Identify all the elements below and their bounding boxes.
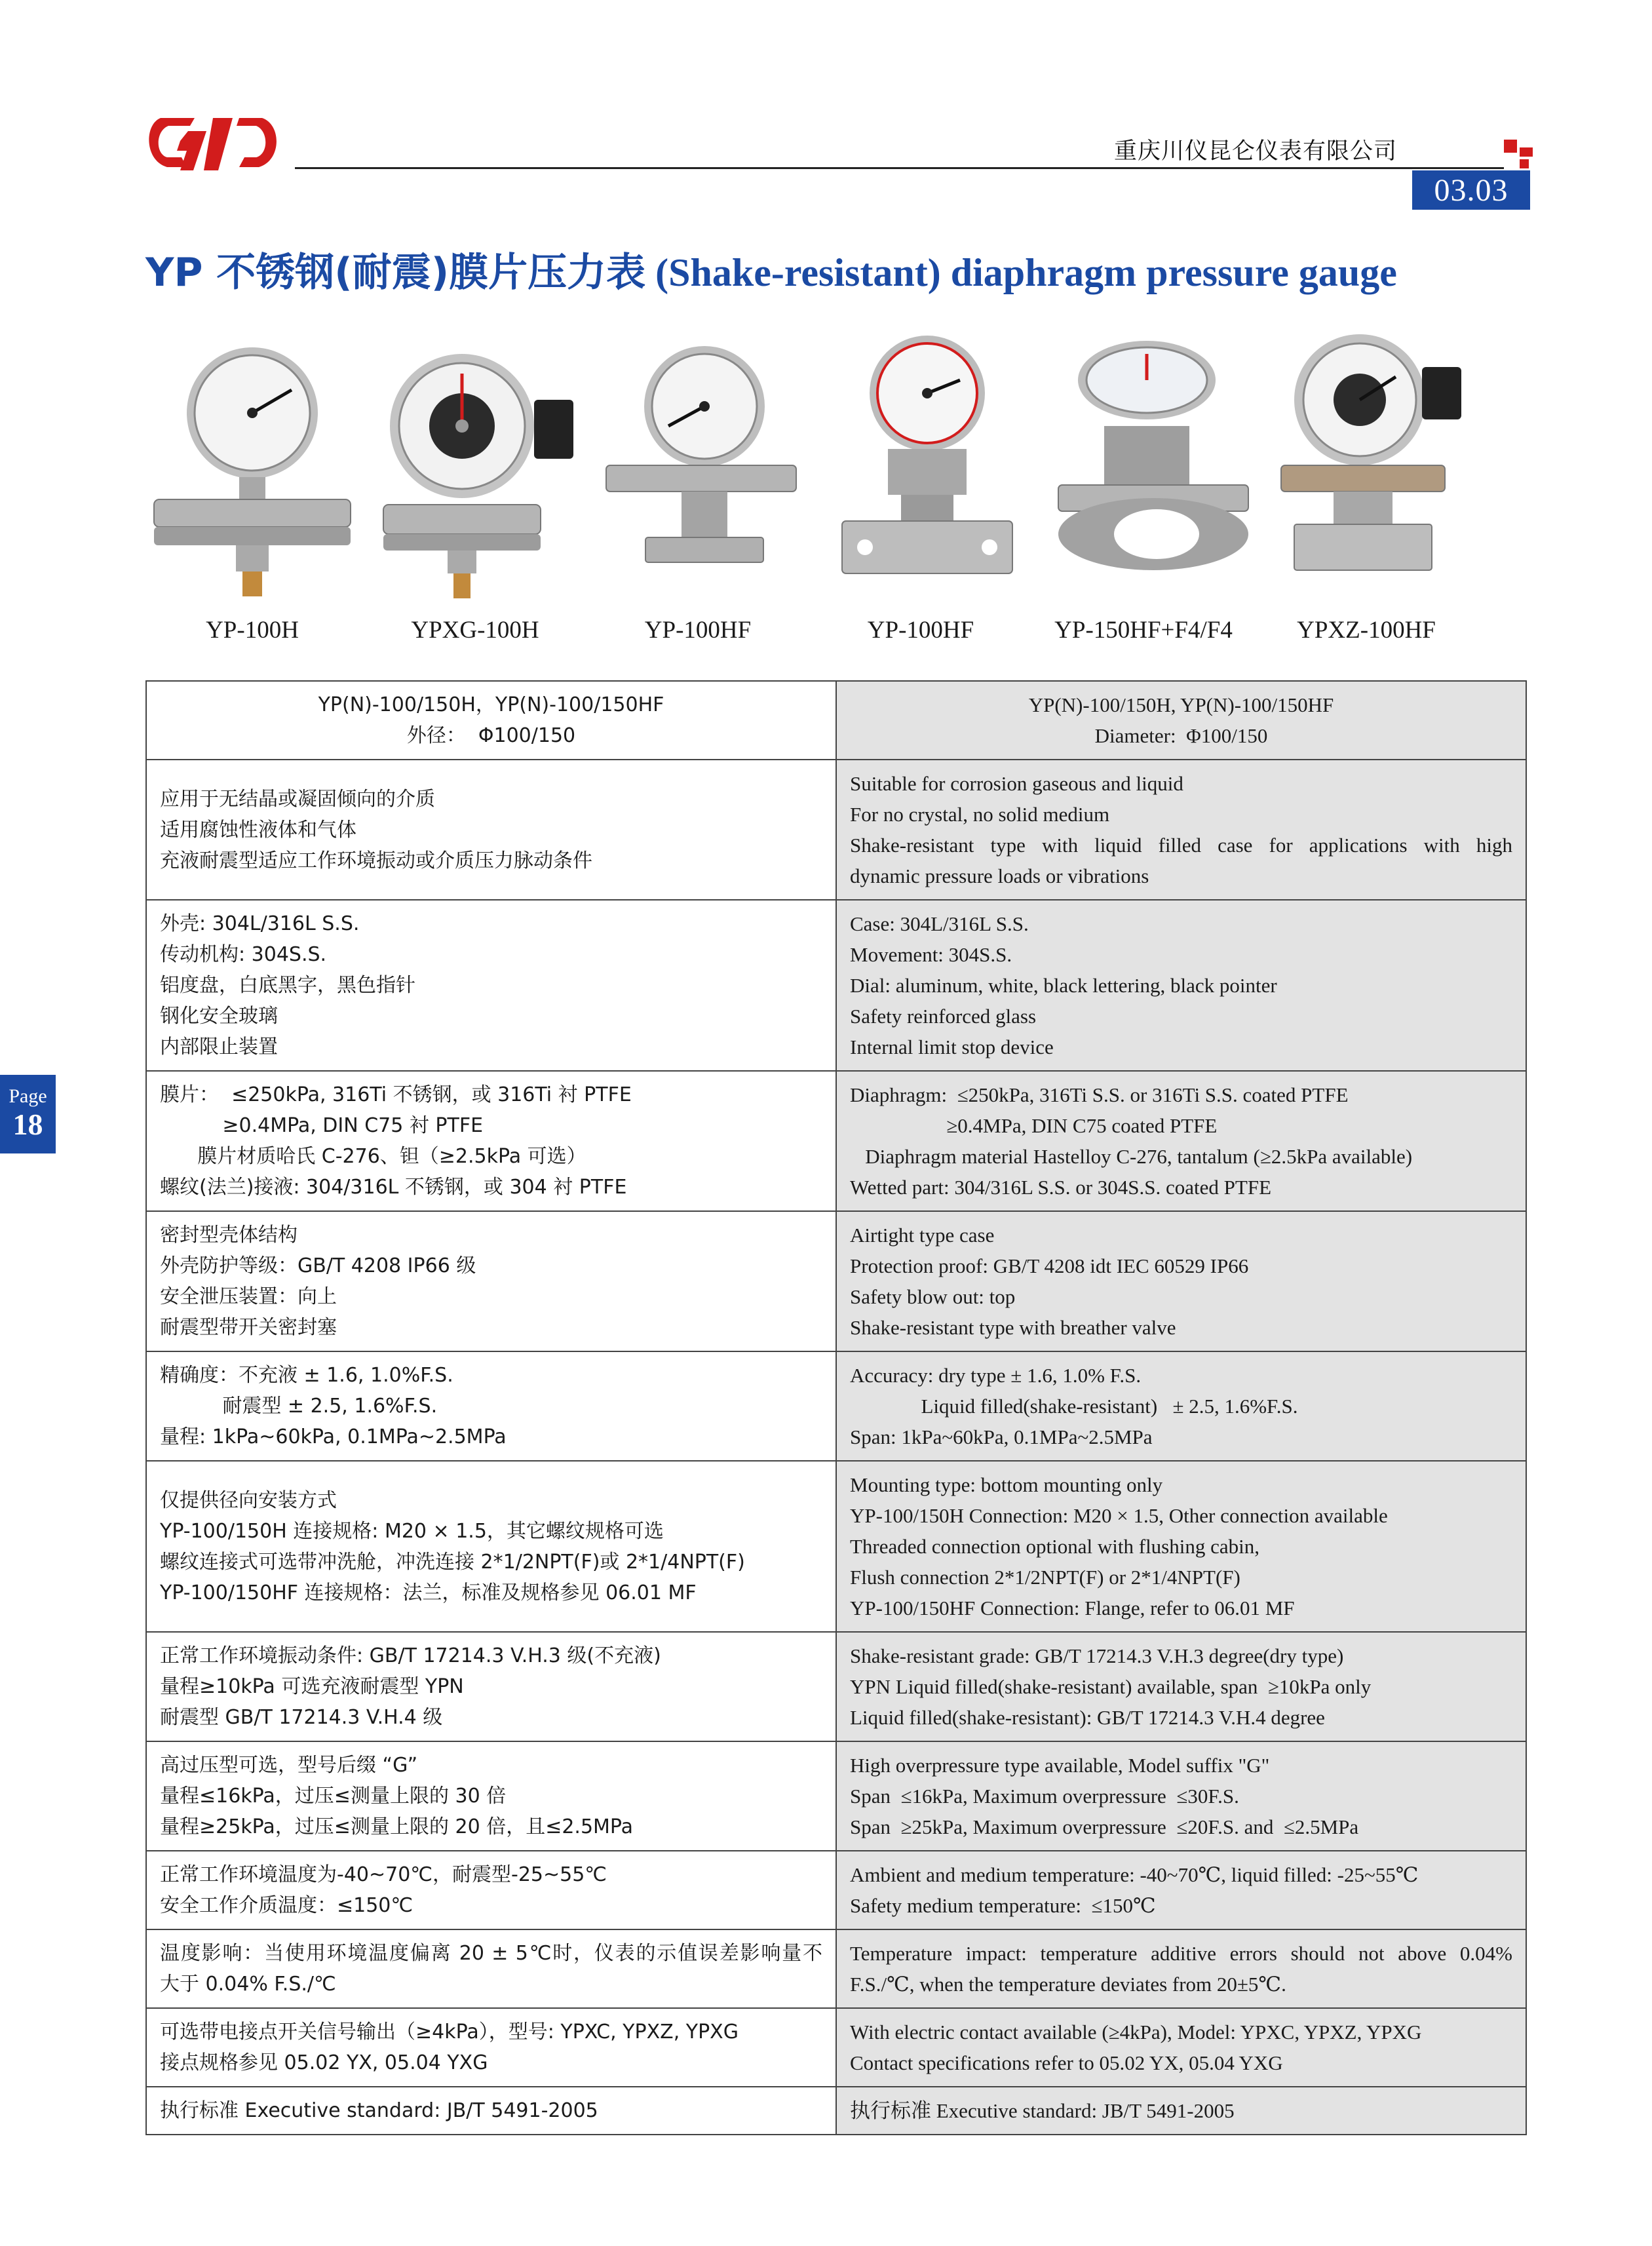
spec-line: Safety medium temperature: ≤150℃ [850,1894,1156,1917]
spec-line: YP-100/150HF 连接规格：法兰，标准及规格参见 06.01 MF [160,1581,697,1604]
spec-cell-english [836,2008,1526,2087]
product-ypxg-100h [364,328,586,610]
product-label: YPXG-100H [411,617,539,644]
spec-line: Accuracy: dry type ± 1.6, 1.0% F.S. [850,1364,1142,1387]
product-label: YP-100HF [867,617,974,644]
spec-line: 钢化安全玻璃 [160,1005,278,1028]
spec-line: Span ≤16kPa, Maximum overpressure ≤30F.S. [850,1785,1239,1808]
spec-cell-english [836,2087,1526,2135]
spec-cell-english [836,1741,1526,1851]
spec-cell-english [836,1851,1526,1929]
gauge-image [1255,328,1478,610]
spec-line: 外径： Φ100/150 [406,724,576,747]
specification-table [145,680,1527,2135]
title-english: (Shake-resistant) diaphragm pressure gauge [655,251,1397,294]
spec-line: YP(N)-100/150H, YP(N)-100/150HF [1028,693,1334,716]
company-logo [141,105,282,180]
spec-line: 可选带电接点开关信号输出（≥4kPa），型号: YPXC, YPXZ, YPXG [160,2021,739,2043]
spec-line: Wetted part: 304/316L S.S. or 304S.S. coated PTFE [850,1176,1272,1199]
spec-row [146,1929,1526,2008]
spec-row [146,2087,1526,2135]
spec-line: Safety blow out: top [850,1285,1016,1308]
spec-line: 接点规格参见 05.02 YX, 05.04 YXG [160,2051,488,2074]
spec-line: dynamic pressure loads or vibrations [850,864,1149,887]
spec-line: Liquid filled(shake-resistant) ± 2.5, 1.6%F.S. [850,1395,1298,1418]
spec-line: Liquid filled(shake-resistant): GB/T 17214.3 V.H.4 degree [850,1706,1325,1729]
spec-row [146,1851,1526,1929]
spec-line: Dial: aluminum, white, black lettering, black pointer [850,974,1277,997]
spec-line: 耐震型 GB/T 17214.3 V.H.4 级 [160,1706,443,1729]
product-label: YP-150HF+F4/F4 [1054,617,1233,644]
spec-line: Contact specifications refer to 05.02 YX, 05.04 YXG [850,2051,1283,2074]
spec-cell-english [836,1211,1526,1351]
spec-line: Shake-resistant type with liquid filled case for applications with high [850,834,1512,857]
gauge-image [364,328,586,610]
spec-line: Airtight type case [850,1224,995,1247]
spec-line: For no crystal, no solid medium [850,803,1110,826]
spec-row [146,1211,1526,1351]
spec-line: 耐震型 ± 2.5, 1.6%F.S. [160,1395,438,1418]
spec-line: 适用腐蚀性液体和气体 [160,818,356,842]
spec-line: Span: 1kPa~60kPa, 0.1MPa~2.5MPa [850,1425,1153,1448]
spec-line: 膜片材质哈氏 C-276、钽（≥2.5kPa 可选） [160,1145,586,1168]
spec-row [146,1351,1526,1461]
spec-cell-chinese [146,1351,836,1461]
spec-cell-chinese [146,1741,836,1851]
spec-line: 耐震型带开关密封塞 [160,1316,337,1339]
spec-line: Mounting type: bottom mounting only [850,1473,1163,1496]
spec-line: 量程≤16kPa，过压≤测量上限的 30 倍 [160,1785,507,1808]
spec-line: Diaphragm: ≤250kPa, 316Ti S.S. or 316Ti S.S. coated PTFE [850,1083,1349,1106]
spec-line: 大于 0.04% F.S./℃ [160,1973,336,1996]
gauge-image [141,328,364,610]
product-yp-150hf-f4 [1032,328,1255,610]
spec-line: Threaded connection optional with flushing cabin, [850,1535,1259,1558]
spec-line: Temperature impact: temperature additive errors should not above 0.04% [850,1942,1512,1965]
spec-line: 安全泄压装置：向上 [160,1285,337,1308]
product-label: YP-100H [206,617,299,644]
spec-line: 量程≥25kPa，过压≤测量上限的 20 倍，且≤2.5MPa [160,1815,634,1838]
spec-line: YP(N)-100/150H，YP(N)-100/150HF [318,693,664,716]
spec-line: Case: 304L/316L S.S. [850,912,1029,935]
spec-cell-chinese [146,2087,836,2135]
spec-line: 密封型壳体结构 [160,1224,298,1247]
spec-cell-chinese [146,1211,836,1351]
section-number-badge: 03.03 [1412,170,1530,210]
page-number-tab [0,1075,56,1153]
spec-line: 外壳防护等级：GB/T 4208 IP66 级 [160,1254,476,1277]
spec-line: Diaphragm material Hastelloy C-276, tantalum (≥2.5kPa available) [850,1145,1413,1168]
spec-line: 量程≥10kPa 可选充液耐震型 YPN [160,1675,464,1698]
spec-line: Span ≥25kPa, Maximum overpressure ≤20F.S. and ≤2.5MPa [850,1815,1359,1838]
spec-line: Shake-resistant type with breather valve [850,1316,1176,1339]
corner-decoration [1504,140,1533,168]
spec-cell-chinese [146,760,836,900]
product-label: YP-100HF [644,617,752,644]
spec-line: 安全工作介质温度：≤150℃ [160,1894,413,1917]
spec-cell-english [836,760,1526,900]
spec-line: Protection proof: GB/T 4208 idt IEC 60529 IP66 [850,1254,1249,1277]
spec-line: 执行标准 Executive standard: JB/T 5491-2005 [160,2099,598,2122]
spec-line: ≥0.4MPa, DIN C75 coated PTFE [850,1114,1218,1137]
spec-line: 正常工作环境温度为-40~70℃，耐震型-25~55℃ [160,1863,607,1886]
spec-cell-english [836,900,1526,1071]
header-rule [295,167,1504,169]
spec-row [146,1461,1526,1632]
page-number: 18 [12,1108,43,1141]
spec-line: ≥0.4MPa, DIN C75 衬 PTFE [160,1114,484,1137]
company-name: 重庆川仪昆仑仪表有限公司 [1114,138,1398,165]
spec-line: 仅提供径向安装方式 [160,1488,337,1512]
spec-row [146,900,1526,1071]
title-chinese: YP 不锈钢(耐震)膜片压力表 [145,250,646,296]
spec-row [146,2008,1526,2087]
spec-cell-chinese [146,1929,836,2008]
spec-line: With electric contact available (≥4kPa), Model: YPXC, YPXZ, YPXG [850,2021,1422,2043]
spec-cell-english [836,1632,1526,1741]
spec-cell-english [836,1461,1526,1632]
spec-cell-chinese [146,900,836,1071]
page-label: Page [9,1085,47,1107]
spec-line: Ambient and medium temperature: -40~70℃, liquid filled: -25~55℃ [850,1863,1419,1886]
spec-cell-english [836,1351,1526,1461]
spec-line: 应用于无结晶或凝固倾向的介质 [160,787,435,811]
spec-line: 温度影响：当使用环境温度偏离 20 ± 5℃时，仪表的示值误差影响量不 [160,1942,822,1965]
product-label: YPXZ-100HF [1297,617,1436,644]
spec-header-row [146,681,1526,760]
spec-line: 传动机构: 304S.S. [160,943,327,966]
spec-line: 正常工作环境振动条件: GB/T 17214.3 V.H.3 级(不充液) [160,1644,661,1667]
spec-cell-chinese [146,2008,836,2087]
spec-cell-chinese [146,1071,836,1211]
gauge-image [1032,328,1255,610]
product-ypxz-100hf [1255,328,1478,610]
spec-line: YP-100/150HF Connection: Flange, refer to 06.01 MF [850,1597,1295,1619]
spec-line: 执行标准 Executive standard: JB/T 5491-2005 [850,2099,1235,2122]
spec-line: High overpressure type available, Model suffix "G" [850,1754,1270,1777]
product-yp-100h [141,328,364,610]
spec-line: 量程: 1kPa~60kPa, 0.1MPa~2.5MPa [160,1425,507,1448]
spec-row [146,1741,1526,1851]
spec-row [146,760,1526,900]
spec-line: 螺纹连接式可选带冲洗舱，冲洗连接 2*1/2NPT(F)或 2*1/4NPT(F) [160,1550,745,1574]
spec-line: 外壳: 304L/316L S.S. [160,912,360,935]
spec-cell-chinese [146,1461,836,1632]
spec-line: 精确度：不充液 ± 1.6, 1.0%F.S. [160,1364,453,1387]
spec-cell-chinese [146,1851,836,1929]
spec-cell-english [836,681,1526,760]
spec-line: 高过压型可选，型号后缀 “G” [160,1754,418,1777]
spec-line: F.S./℃, when the temperature deviates from 20±5℃. [850,1973,1286,1996]
spec-line: Shake-resistant grade: GB/T 17214.3 V.H.3 degree(dry type) [850,1644,1344,1667]
spec-line: 铝度盘，白底黑字，黑色指针 [160,974,415,997]
spec-line: YP-100/150H Connection: M20 × 1.5, Other connection available [850,1504,1388,1527]
spec-line: 内部限止装置 [160,1036,278,1058]
gauge-image [586,328,809,610]
spec-cell-chinese [146,1632,836,1741]
gauge-image [809,328,1032,610]
product-yp-100hf-1 [586,328,809,610]
spec-line: 膜片： ≤250kPa, 316Ti 不锈钢，或 316Ti 衬 PTFE [160,1083,632,1106]
spec-line: Internal limit stop device [850,1036,1054,1058]
spec-line: Movement: 304S.S. [850,943,1012,966]
spec-cell-english [836,1071,1526,1211]
spec-line: Safety reinforced glass [850,1005,1037,1028]
page-title [145,241,1397,298]
spec-row [146,1071,1526,1211]
product-yp-100hf-2 [809,328,1032,610]
spec-line: 充液耐震型适应工作环境振动或介质压力脉动条件 [160,849,592,872]
spec-line: Suitable for corrosion gaseous and liquid [850,772,1183,795]
product-gallery [141,328,1524,644]
spec-line: YP-100/150H 连接规格: M20 × 1.5，其它螺纹规格可选 [160,1519,664,1543]
spec-line: Diameter: Φ100/150 [1094,724,1268,747]
spec-cell-english [836,1929,1526,2008]
spec-line: Flush connection 2*1/2NPT(F) or 2*1/4NPT(F) [850,1566,1240,1589]
spec-cell-chinese [146,681,836,760]
spec-line: YPN Liquid filled(shake-resistant) available, span ≥10kPa only [850,1675,1372,1698]
spec-row [146,1632,1526,1741]
spec-line: 螺纹(法兰)接液: 304/316L 不锈钢，或 304 衬 PTFE [160,1176,627,1199]
